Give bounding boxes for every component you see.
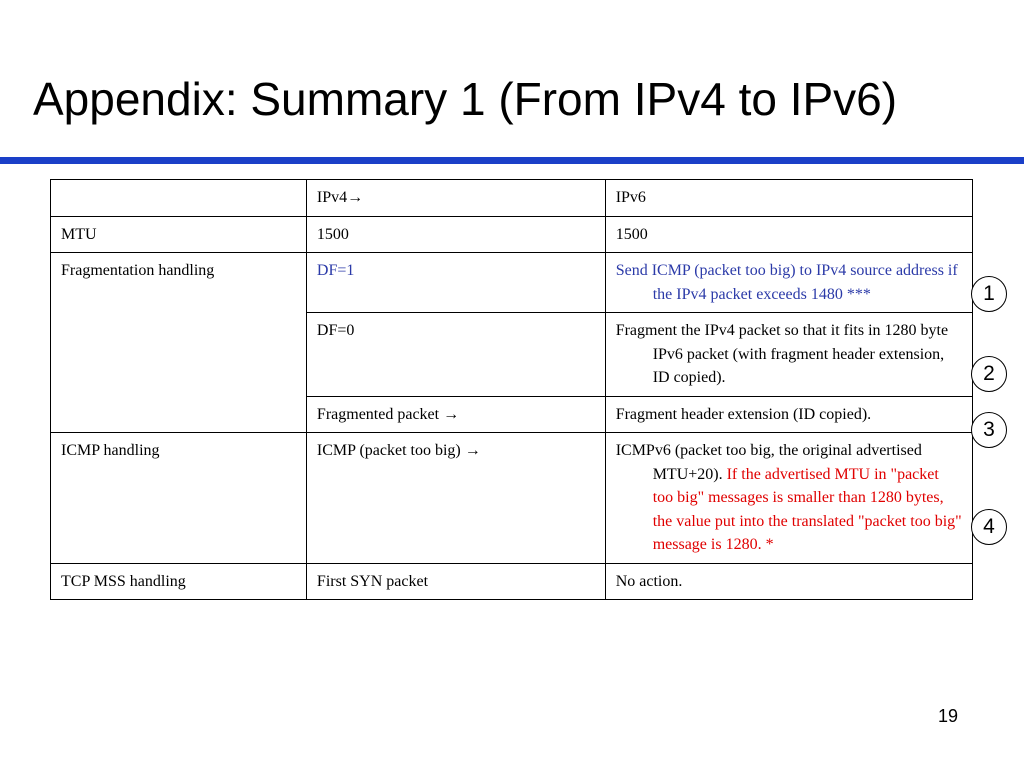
- marker-4: 4: [971, 509, 1007, 545]
- table-header-row: [51, 180, 973, 217]
- icmp-ipv6-text: ICMPv6 (packet too big, the original advertised MTU+20).: [615, 442, 922, 483]
- table-row-frag-df1: [51, 253, 973, 313]
- frag-fragmented-ipv6: Fragment header extension (ID copied).: [605, 396, 972, 433]
- tcp-ipv6: No action.: [605, 563, 972, 600]
- frag-df1-ipv6-cell: [605, 253, 972, 313]
- marker-3: 3: [971, 412, 1007, 448]
- row-label-fragmentation: Fragmentation handling: [51, 253, 307, 433]
- title-divider: [0, 157, 1024, 164]
- mtu-ipv6-value: 1500: [605, 216, 972, 253]
- page-number: 19: [938, 706, 959, 726]
- icmp-ipv4: ICMP (packet too big) →: [306, 433, 605, 564]
- table-row-mtu: [51, 216, 973, 253]
- frag-df0-ipv6: Fragment the IPv4 packet so that it fits in 1280 byte IPv6 packet (with fragment header extension, ID copied).: [615, 322, 949, 386]
- frag-df1-ipv4: DF=1: [306, 253, 605, 313]
- header-cell-empty: [51, 180, 307, 217]
- frag-df0-ipv4: DF=0: [306, 313, 605, 397]
- icmp-ipv6-note: If the advertised MTU in "packet too big" messages is smaller than 1280 bytes, the value put into the translated "packet too big" message is 1280. *: [652, 465, 962, 553]
- header-cell-ipv4: IPv4→: [306, 180, 605, 217]
- marker-1: 1: [971, 276, 1007, 312]
- tcp-ipv4: First SYN packet: [306, 563, 605, 600]
- frag-fragmented-ipv4: Fragmented packet →: [306, 396, 605, 433]
- row-label-tcp: TCP MSS handling: [51, 563, 307, 600]
- header-cell-ipv6: IPv6: [605, 180, 972, 217]
- slide-title: Appendix: Summary 1 (From IPv4 to IPv6): [33, 73, 898, 125]
- summary-table: [50, 179, 973, 600]
- frag-df1-ipv6: Send ICMP (packet too big) to IPv4 source address if the IPv4 packet exceeds 1480 ***: [615, 262, 958, 303]
- marker-2: 2: [971, 356, 1007, 392]
- frag-df0-ipv6-cell: [605, 313, 972, 397]
- mtu-ipv4-value: 1500: [306, 216, 605, 253]
- table-row-icmp: [51, 433, 973, 564]
- table-row-tcp: [51, 563, 973, 600]
- row-label-icmp: ICMP handling: [51, 433, 307, 564]
- row-label-mtu: MTU: [51, 216, 307, 253]
- icmp-ipv6: [616, 439, 962, 557]
- icmp-ipv6-cell: [605, 433, 972, 564]
